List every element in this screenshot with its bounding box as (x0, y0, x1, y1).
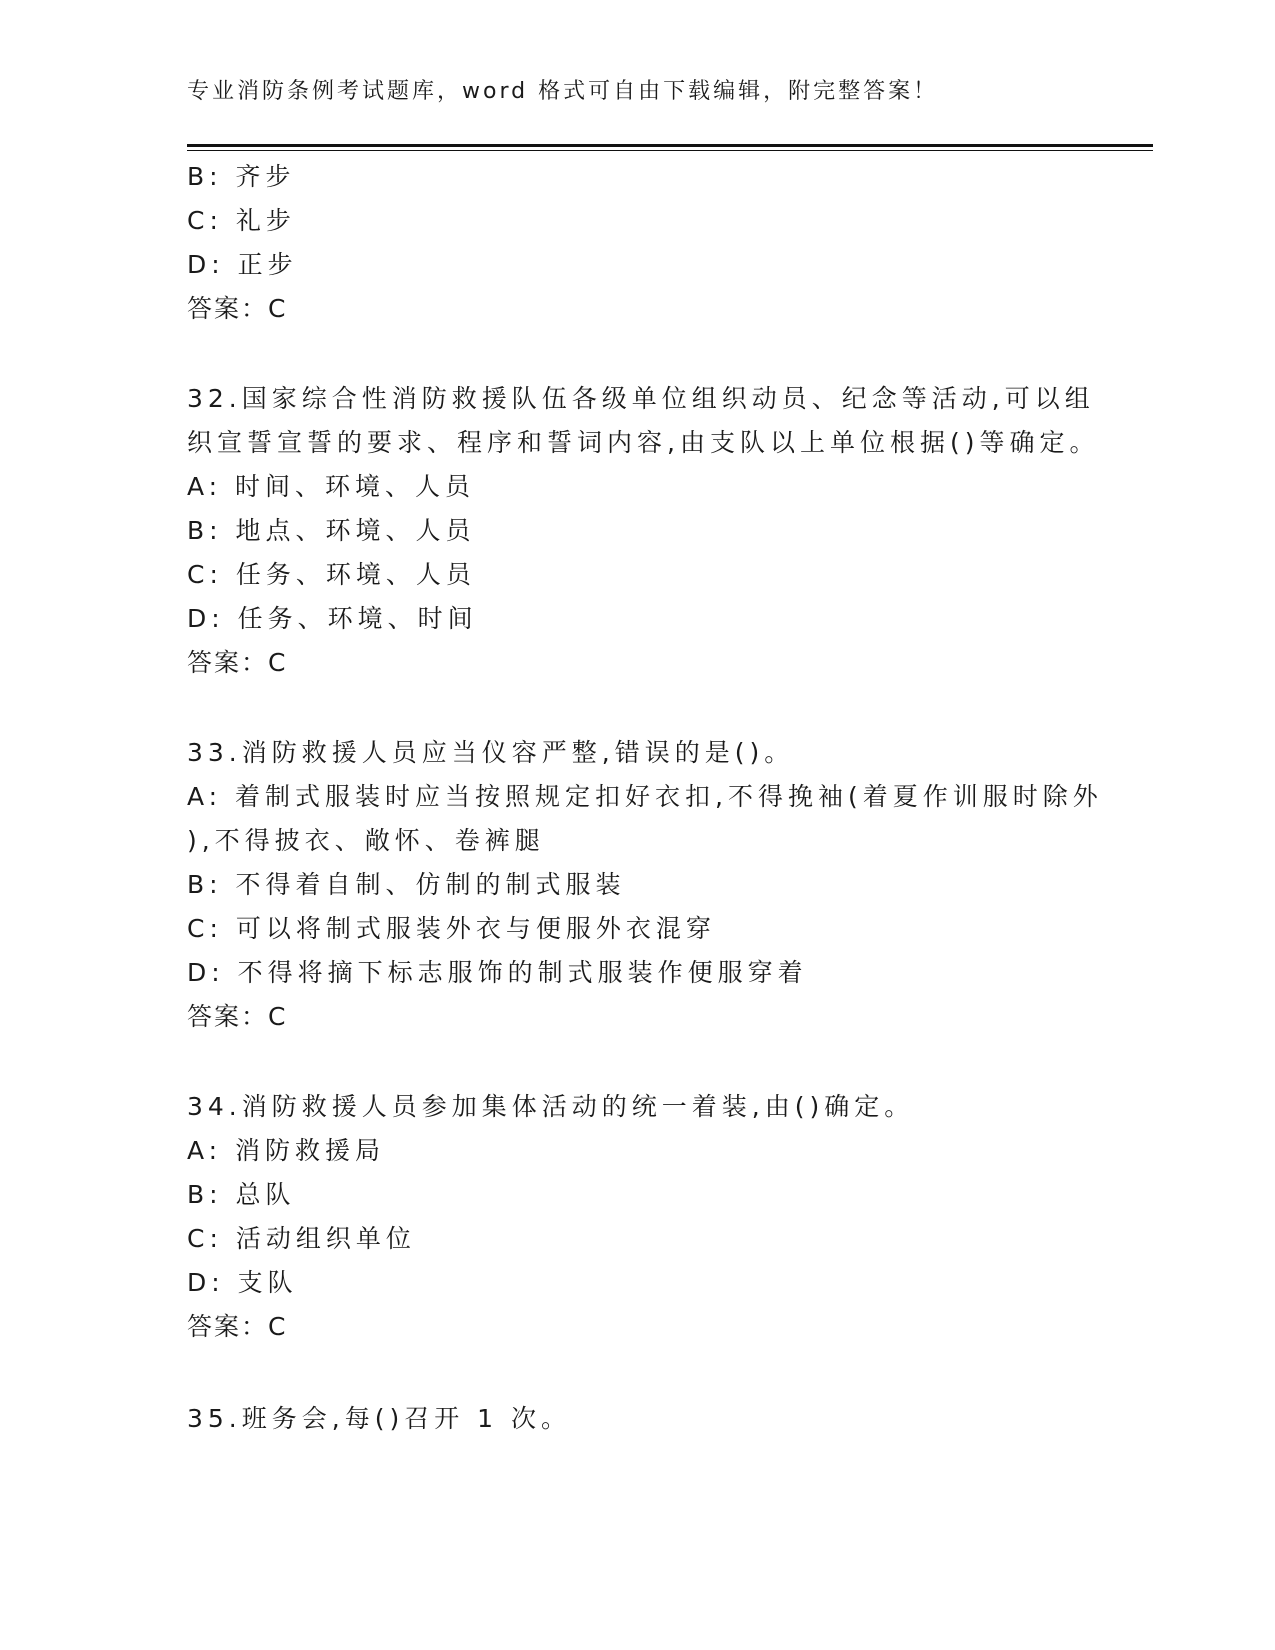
header-rule-thin (187, 150, 1153, 151)
answer-q32: 答案：C (187, 648, 288, 677)
option-c-q31: C: 礼步 (187, 206, 296, 235)
option-d-q32: D: 任务、环境、时间 (187, 604, 478, 633)
answer-q34: 答案：C (187, 1312, 288, 1341)
option-d-q31: D: 正步 (187, 250, 298, 279)
option-d-q34: D: 支队 (187, 1268, 298, 1297)
option-b-q31: B: 齐步 (187, 162, 296, 191)
page-header: 专业消防条例考试题库，word 格式可自由下载编辑，附完整答案！ (187, 79, 939, 104)
question-34: 34.消防救援人员参加集体活动的统一着装,由()确定。 (187, 1092, 915, 1121)
option-d-q33: D: 不得将摘下标志服饰的制式服装作便服穿着 (187, 958, 808, 987)
option-b-q33: B: 不得着自制、仿制的制式服装 (187, 870, 626, 899)
answer-q31: 答案：C (187, 294, 288, 323)
option-a-q33-line1: A: 着制式服装时应当按照规定扣好衣扣,不得挽袖(着夏作训服时除外 (187, 782, 1103, 811)
option-a-q34: A: 消防救援局 (187, 1136, 386, 1165)
option-c-q32: C: 任务、环境、人员 (187, 560, 476, 589)
question-32-line2: 织宣誓宣誓的要求、程序和誓词内容,由支队以上单位根据()等确定。 (187, 428, 1100, 457)
option-b-q32: B: 地点、环境、人员 (187, 516, 476, 545)
question-32-line1: 32.国家综合性消防救援队伍各级单位组织动员、纪念等活动,可以组 (187, 384, 1095, 413)
option-b-q34: B: 总队 (187, 1180, 296, 1209)
option-a-q33-line2: ),不得披衣、敞怀、卷裤腿 (187, 826, 545, 855)
question-35: 35.班务会,每()召开 1 次。 (187, 1404, 572, 1433)
question-33: 33.消防救援人员应当仪容严整,错误的是()。 (187, 738, 795, 767)
option-c-q34: C: 活动组织单位 (187, 1224, 416, 1253)
header-rule-thick (187, 144, 1153, 147)
answer-q33: 答案：C (187, 1002, 288, 1031)
option-a-q32: A: 时间、环境、人员 (187, 472, 476, 501)
option-c-q33: C: 可以将制式服装外衣与便服外衣混穿 (187, 914, 716, 943)
